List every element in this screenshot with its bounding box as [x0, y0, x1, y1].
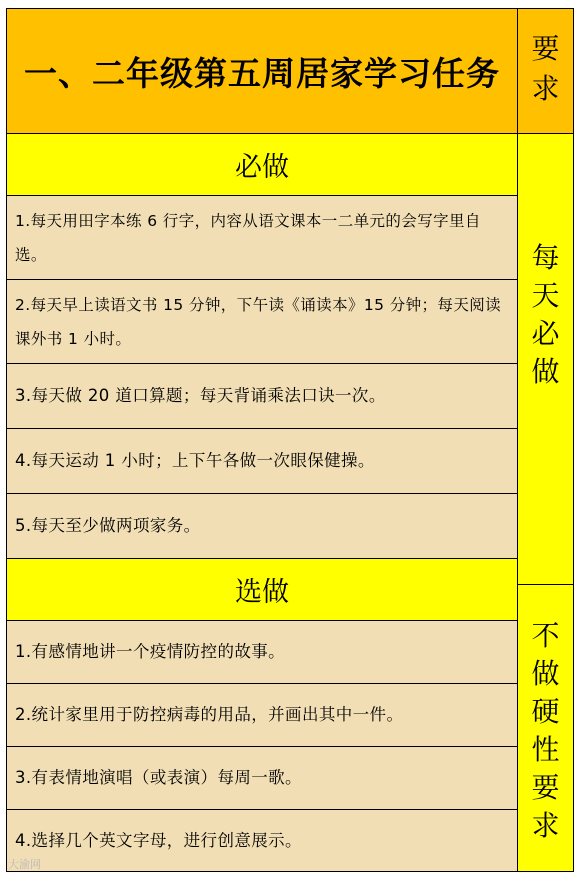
side-char: 要	[531, 771, 560, 804]
list-item	[6, 493, 518, 559]
side-char: 必	[531, 317, 560, 350]
side-char: 硬	[531, 695, 560, 728]
requirement-char: 要	[531, 32, 560, 65]
requirement-header	[517, 8, 574, 134]
side-char: 天	[531, 279, 560, 312]
task-text: 1.每天用田字本练 6 行字，内容从语文课本一二单元的会写字里自选。	[15, 211, 481, 264]
list-item	[6, 428, 518, 494]
optional-heading: 选做	[6, 558, 518, 621]
side-char: 不	[531, 619, 560, 652]
list-item	[6, 683, 518, 747]
task-text: 4.选择几个英文字母，进行创意展示。	[15, 830, 302, 850]
side-char: 做	[531, 355, 560, 388]
page-title: 一、二年级第五周居家学习任务	[6, 8, 518, 134]
must-do-heading: 必做	[6, 133, 518, 196]
watermark: 大渝网	[8, 858, 41, 871]
must-do-side-label	[517, 133, 574, 585]
task-text: 1.有感情地讲一个疫情防控的故事。	[15, 642, 286, 661]
list-item	[6, 279, 518, 364]
list-item	[6, 809, 518, 872]
side-char: 性	[531, 733, 560, 766]
list-item	[6, 746, 518, 810]
task-text: 4.每天运动 1 小时；上下午各做一次眼保健操。	[15, 451, 375, 470]
task-text: 3.有表情地演唱（或表演）每周一歌。	[15, 768, 302, 787]
list-item	[6, 620, 518, 684]
optional-side-label	[517, 584, 574, 872]
task-table	[6, 8, 574, 872]
requirement-char: 求	[531, 72, 560, 105]
task-text: 2.每天早上读语文书 15 分钟，下午读《诵读本》15 分钟；每天阅读课外书 1 小时。	[15, 295, 502, 348]
task-text: 5.每天至少做两项家务。	[15, 516, 201, 535]
side-char: 每	[531, 241, 560, 274]
task-text: 2.统计家里用于防控病毒的用品，并画出其中一件。	[15, 705, 404, 724]
side-char: 做	[531, 657, 560, 690]
task-text: 3.每天做 20 道口算题；每天背诵乘法口诀一次。	[15, 386, 386, 405]
list-item	[6, 363, 518, 429]
list-item	[6, 195, 518, 280]
side-char: 求	[531, 809, 560, 842]
